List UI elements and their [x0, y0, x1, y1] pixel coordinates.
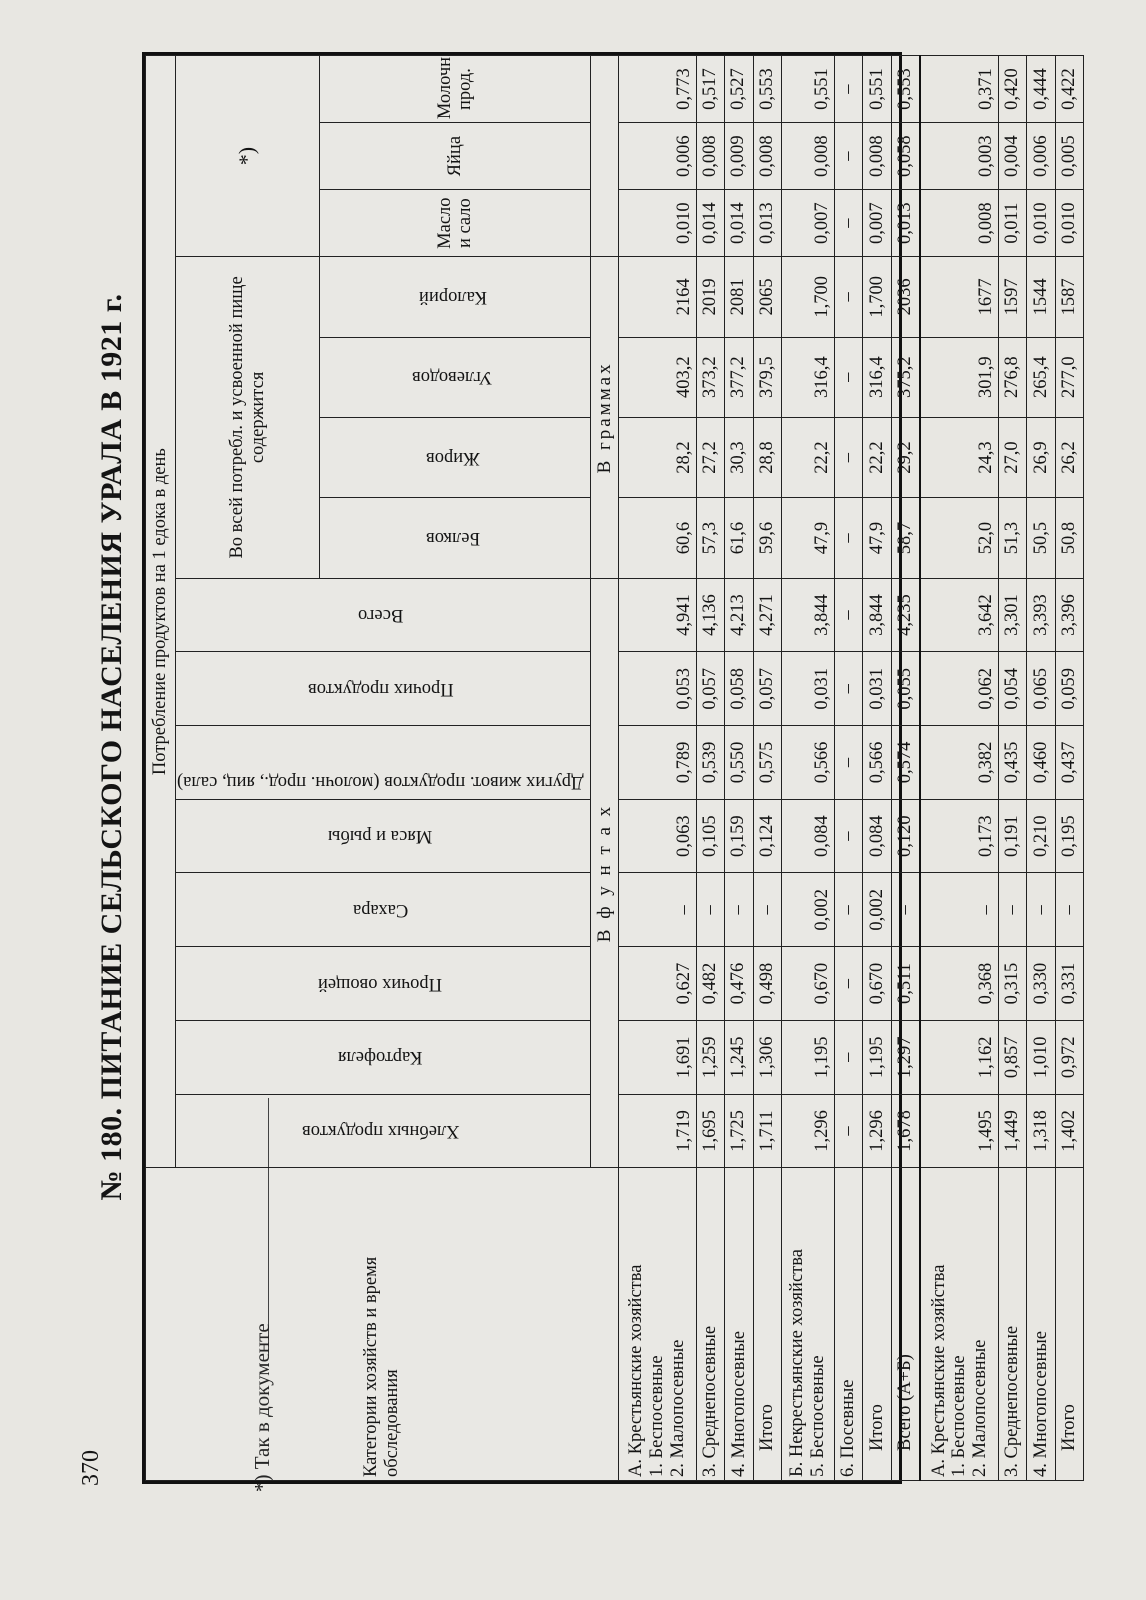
row-category	[782, 1168, 835, 1481]
table-cell: –	[834, 578, 862, 652]
row-category-label: 3. Среднепосевные	[1002, 1325, 1023, 1477]
table-cell: –	[834, 652, 862, 726]
table-cell: –	[1055, 873, 1084, 947]
table-cell: 29,2	[891, 417, 920, 497]
table-cell: 0,551	[782, 56, 835, 123]
table-cell: 0,031	[782, 652, 835, 726]
table-cell: 52,0	[920, 498, 998, 578]
row-category-label: 4. Многопосевные	[728, 1330, 749, 1477]
table-cell: 0,972	[1055, 1020, 1084, 1094]
table-cell: 58,7	[891, 498, 920, 578]
header-extra-group: *)	[176, 56, 320, 257]
table-cell: 47,9	[863, 498, 891, 578]
table-cell: 276,8	[998, 337, 1026, 417]
table-cell: 379,5	[753, 337, 781, 417]
table-cell: 0,331	[1055, 947, 1084, 1021]
table-cell: 0,173	[920, 799, 998, 873]
row-category-label: Б. Некрестьянские хозяйства	[787, 1249, 808, 1477]
row-category	[891, 1168, 920, 1481]
table-cell: 4,941	[619, 578, 696, 652]
header-nutrient-calories: Калорий	[320, 257, 591, 337]
table-cell: 1,297	[891, 1020, 920, 1094]
row-category-label: 1. Беспосевные	[949, 1355, 970, 1477]
table-cell: 373,2	[696, 337, 724, 417]
table-cell: 0,527	[725, 56, 753, 123]
table-cell: 0,057	[753, 652, 781, 726]
table-cell: 0,058	[891, 123, 920, 190]
table-cell: 0,004	[998, 123, 1026, 190]
header-product-total: Всего	[176, 578, 591, 652]
table-cell: 0,010	[619, 190, 696, 257]
table-cell: –	[834, 190, 862, 257]
table-cell: 0,566	[863, 726, 891, 800]
row-category-label: А. Крестьянские хозяйства	[928, 1264, 949, 1477]
table-cell: 0,460	[1027, 726, 1055, 800]
table-cell: 0,670	[863, 947, 891, 1021]
table-cell: 0,014	[696, 190, 724, 257]
table-cell: 0,444	[1027, 56, 1055, 123]
table-cell: 0,566	[782, 726, 835, 800]
table-cell: 3,301	[998, 578, 1026, 652]
table-row	[998, 56, 1026, 1481]
table-cell: 0,055	[891, 652, 920, 726]
table-cell: 50,5	[1027, 498, 1055, 578]
table-cell: 1,449	[998, 1094, 1026, 1168]
table-row	[619, 56, 696, 1481]
table-cell: 59,6	[753, 498, 781, 578]
table-cell: 0,124	[753, 799, 781, 873]
header-nutrient-protein: Белков	[320, 498, 591, 578]
table-cell: 0,008	[920, 190, 998, 257]
table-cell: 0,670	[782, 947, 835, 1021]
table-row	[696, 56, 724, 1481]
header-product-grain: Хлебных продуктов	[176, 1094, 591, 1168]
table-cell: 1,695	[696, 1094, 724, 1168]
header-category: Категории хозяйств и время обследования	[146, 1168, 619, 1481]
table-cell: 0,006	[619, 123, 696, 190]
table-cell: 0,539	[696, 726, 724, 800]
header-extra-dairy: Молочн. прод.	[320, 56, 591, 123]
table-cell: 316,4	[782, 337, 835, 417]
table-cell: 1,691	[619, 1020, 696, 1094]
table-cell: 1,010	[1027, 1020, 1055, 1094]
table-cell: –	[753, 873, 781, 947]
table-cell: 0,054	[998, 652, 1026, 726]
table-cell: 61,6	[725, 498, 753, 578]
table-cell: 3,844	[863, 578, 891, 652]
row-category	[753, 1168, 781, 1481]
header-product-sugar: Сахара	[176, 873, 591, 947]
header-nutrient-carbs: Углеводов	[320, 337, 591, 417]
table-cell: 0,053	[619, 652, 696, 726]
header-extra-butter: Масло и сало	[320, 190, 591, 257]
table-cell: 3,393	[1027, 578, 1055, 652]
table-cell: 2081	[725, 257, 753, 337]
table-cell: 0,008	[753, 123, 781, 190]
table-cell: 0,057	[696, 652, 724, 726]
table-cell: –	[834, 257, 862, 337]
table-cell: 0,574	[891, 726, 920, 800]
table-row	[1027, 56, 1055, 1481]
table-cell: –	[834, 337, 862, 417]
table-cell: 0,007	[782, 190, 835, 257]
table-cell: 2164	[619, 257, 696, 337]
table-cell: 24,3	[920, 417, 998, 497]
header-consumption: Потребление продуктов на 1 едока в день	[146, 56, 176, 1168]
row-category	[834, 1168, 862, 1481]
table-cell: 0,008	[782, 123, 835, 190]
table-cell: 377,2	[725, 337, 753, 417]
table-cell: 0,010	[1055, 190, 1084, 257]
table-cell: 0,120	[891, 799, 920, 873]
table-cell: 28,8	[753, 417, 781, 497]
table-cell: 27,2	[696, 417, 724, 497]
table-cell: 1677	[920, 257, 998, 337]
table-cell: 1,306	[753, 1020, 781, 1094]
table-cell: 3,642	[920, 578, 998, 652]
row-category	[1055, 1168, 1084, 1481]
table-cell: 265,4	[1027, 337, 1055, 417]
table-cell: 0,006	[1027, 123, 1055, 190]
header-product-other: Прочих продуктов	[176, 652, 591, 726]
table-cell: 22,2	[782, 417, 835, 497]
table-cell: 403,2	[619, 337, 696, 417]
table-cell: –	[834, 123, 862, 190]
table-cell: 301,9	[920, 337, 998, 417]
row-category-label: Итого	[866, 1404, 887, 1451]
table-cell: 0,437	[1055, 726, 1084, 800]
table-cell: 1,711	[753, 1094, 781, 1168]
table-cell: 3,396	[1055, 578, 1084, 652]
header-extra-eggs: Яйца	[320, 123, 591, 190]
table-cell: 1,296	[782, 1094, 835, 1168]
table-cell: 0,003	[920, 123, 998, 190]
table-cell: 0,005	[1055, 123, 1084, 190]
table-cell: 1587	[1055, 257, 1084, 337]
table-cell: –	[834, 873, 862, 947]
table-cell: –	[998, 873, 1026, 947]
table-cell: 277,0	[1055, 337, 1084, 417]
table-cell: 2065	[753, 257, 781, 337]
table-cell: 0,330	[1027, 947, 1055, 1021]
table-body	[619, 56, 1084, 1481]
nutrition-table-frame	[142, 52, 1080, 1484]
table-row	[863, 56, 891, 1481]
table-cell: –	[834, 56, 862, 123]
table-cell: 0,371	[920, 56, 998, 123]
table-cell: 0,063	[619, 799, 696, 873]
table-cell: 1,678	[891, 1094, 920, 1168]
table-row	[782, 56, 835, 1481]
table-cell: 375,2	[891, 337, 920, 417]
table-cell: 1,495	[920, 1094, 998, 1168]
table-cell: 0,010	[1027, 190, 1055, 257]
table-cell: –	[834, 1020, 862, 1094]
table-cell: 0,062	[920, 652, 998, 726]
table-cell: 0,550	[725, 726, 753, 800]
table-cell: 0,435	[998, 726, 1026, 800]
nutrition-table	[145, 52, 1084, 1481]
table-cell: 0,084	[782, 799, 835, 873]
table-cell: –	[834, 947, 862, 1021]
table-row	[1055, 56, 1084, 1481]
table-cell: 1,700	[863, 257, 891, 337]
row-category-label: 3. Среднепосевные	[700, 1325, 721, 1477]
table-cell: 3,844	[782, 578, 835, 652]
table-cell: 47,9	[782, 498, 835, 578]
table-cell: 60,6	[619, 498, 696, 578]
table-cell: 28,2	[619, 417, 696, 497]
table-cell: 30,3	[725, 417, 753, 497]
table-cell: 0,551	[863, 56, 891, 123]
document-title: № 180. ПИТАНИЕ СЕЛЬСКОГО НАСЕЛЕНИЯ УРАЛА В 1921 г.	[95, 293, 128, 1201]
header-product-vegetables: Прочих овощей	[176, 947, 591, 1021]
table-cell: 4,213	[725, 578, 753, 652]
unit-pounds: В ф у н т а х	[591, 578, 619, 1168]
table-cell: 0,084	[863, 799, 891, 873]
table-cell: –	[920, 873, 998, 947]
table-cell: 0,058	[725, 652, 753, 726]
table-row	[891, 56, 920, 1481]
row-category	[725, 1168, 753, 1481]
table-row	[834, 56, 862, 1481]
table-cell: 0,773	[619, 56, 696, 123]
table-cell: 0,553	[753, 56, 781, 123]
table-cell: 0,511	[891, 947, 920, 1021]
table-cell: 0,031	[863, 652, 891, 726]
table-row	[753, 56, 781, 1481]
table-cell: 2019	[696, 257, 724, 337]
row-category-label: Итого	[757, 1404, 778, 1451]
table-cell: 4,271	[753, 578, 781, 652]
table-cell: –	[696, 873, 724, 947]
row-category-label: 2. Малопосевные	[970, 1339, 991, 1477]
row-category	[619, 1168, 696, 1481]
table-cell: –	[619, 873, 696, 947]
header-product-animal: Других живот. продуктов (молочн. прод., яиц, сала)	[176, 726, 591, 800]
table-cell: –	[834, 498, 862, 578]
table-cell: 1,719	[619, 1094, 696, 1168]
row-category	[1027, 1168, 1055, 1481]
row-category	[920, 1168, 998, 1481]
table-cell: 0,065	[1027, 652, 1055, 726]
table-cell: 0,476	[725, 947, 753, 1021]
table-cell: 0,575	[753, 726, 781, 800]
row-category-label: А. Крестьянские хозяйства	[626, 1264, 647, 1477]
table-cell: 0,382	[920, 726, 998, 800]
header-nutrient-fat: Жиров	[320, 417, 591, 497]
table-cell: 1,162	[920, 1020, 998, 1094]
table-cell: 0,007	[863, 190, 891, 257]
table-cell: –	[834, 799, 862, 873]
table-cell: 0,195	[1055, 799, 1084, 873]
table-cell: 0,159	[725, 799, 753, 873]
table-cell: 0,002	[863, 873, 891, 947]
table-cell: 51,3	[998, 498, 1026, 578]
table-cell: 57,3	[696, 498, 724, 578]
table-cell: 1,700	[782, 257, 835, 337]
table-cell: 26,2	[1055, 417, 1084, 497]
table-cell: 0,009	[725, 123, 753, 190]
table-cell: 0,008	[863, 123, 891, 190]
table-cell: 1,195	[782, 1020, 835, 1094]
table-cell: 1544	[1027, 257, 1055, 337]
table-cell: 0,191	[998, 799, 1026, 873]
table-cell: 0,013	[891, 190, 920, 257]
table-cell: –	[834, 726, 862, 800]
rotated-page-content	[82, 48, 1080, 1496]
table-cell: 1,195	[863, 1020, 891, 1094]
table-cell: 0,368	[920, 947, 998, 1021]
table-cell: –	[1027, 873, 1055, 947]
table-cell: 0,422	[1055, 56, 1084, 123]
table-row	[725, 56, 753, 1481]
header-product-potato: Картофеля	[176, 1020, 591, 1094]
row-category-label: 2. Малопосевные	[667, 1339, 688, 1477]
table-cell: 1,259	[696, 1020, 724, 1094]
unit-grams: В граммах	[591, 257, 619, 579]
table-cell: 0,059	[1055, 652, 1084, 726]
row-category	[696, 1168, 724, 1481]
header-nutrients-group: Во всей потребл. и усвоенной пище содержится	[176, 257, 320, 579]
table-cell: 0,002	[782, 873, 835, 947]
table-cell: 4,136	[696, 578, 724, 652]
table-cell: 0,627	[619, 947, 696, 1021]
page-number: 370	[78, 1450, 104, 1486]
row-category-label: Всего (А+Б)	[895, 1354, 916, 1451]
header-product-meat-fish: Мяса и рыбы	[176, 799, 591, 873]
table-cell: 0,498	[753, 947, 781, 1021]
table-cell: 1,402	[1055, 1094, 1084, 1168]
table-cell: 0,789	[619, 726, 696, 800]
table-cell: 2036	[891, 257, 920, 337]
table-cell: 4,235	[891, 578, 920, 652]
row-category-label: 4. Многопосевные	[1030, 1330, 1051, 1477]
table-cell: 1,725	[725, 1094, 753, 1168]
table-cell: 27,0	[998, 417, 1026, 497]
table-cell: –	[834, 1094, 862, 1168]
table-cell: 0,013	[753, 190, 781, 257]
table-cell: 0,420	[998, 56, 1026, 123]
table-cell: 0,105	[696, 799, 724, 873]
table-cell: 316,4	[863, 337, 891, 417]
table-cell: –	[834, 417, 862, 497]
table-cell: 1597	[998, 257, 1026, 337]
table-cell: –	[725, 873, 753, 947]
table-cell: 0,014	[725, 190, 753, 257]
table-row	[920, 56, 998, 1481]
footnote: *) Так в документе	[250, 1323, 274, 1492]
row-category	[863, 1168, 891, 1481]
table-cell: 0,482	[696, 947, 724, 1021]
table-cell: 22,2	[863, 417, 891, 497]
table-cell: 26,9	[1027, 417, 1055, 497]
table-cell: 0,517	[696, 56, 724, 123]
row-category-label: 1. Беспосевные	[647, 1355, 668, 1477]
table-cell: 0,553	[891, 56, 920, 123]
row-category	[998, 1168, 1026, 1481]
table-cell: 1,296	[863, 1094, 891, 1168]
table-cell: –	[891, 873, 920, 947]
table-cell: 1,318	[1027, 1094, 1055, 1168]
table-cell: 0,011	[998, 190, 1026, 257]
unit-extra-blank	[591, 56, 619, 257]
table-cell: 0,210	[1027, 799, 1055, 873]
table-cell: 1,245	[725, 1020, 753, 1094]
table-cell: 0,315	[998, 947, 1026, 1021]
table-cell: 0,857	[998, 1020, 1026, 1094]
table-cell: 50,8	[1055, 498, 1084, 578]
row-category-label: 5. Беспосевные	[808, 1355, 829, 1477]
row-category-label: Итого	[1059, 1404, 1080, 1451]
table-cell: 0,008	[696, 123, 724, 190]
row-category-label: 6. Посевные	[838, 1379, 859, 1477]
